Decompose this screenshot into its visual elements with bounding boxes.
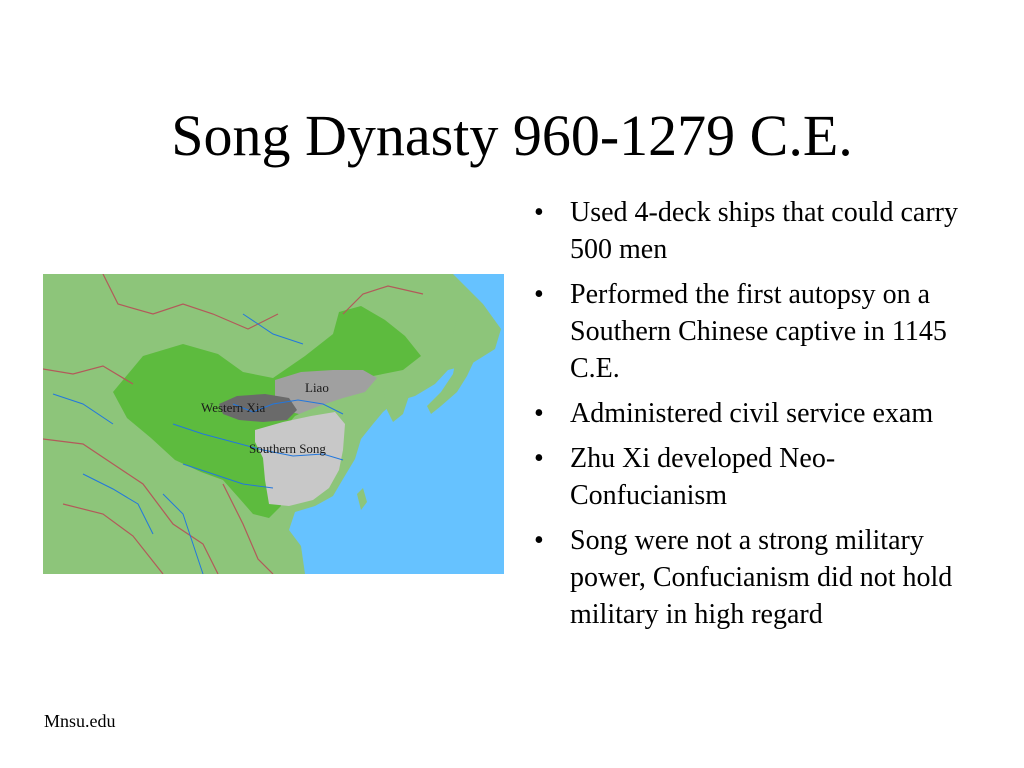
song-dynasty-map [43,274,504,574]
bullet-item: • Zhu Xi developed Neo-Confucianism [528,440,968,514]
western-xia-label: Western Xia [201,400,266,415]
liao-label: Liao [305,380,329,395]
source-credit: Mnsu.edu [44,711,116,731]
bullet-item: • Used 4-deck ships that could carry 500 men [528,194,968,268]
bullet-item: • Song were not a strong military power, Confucianism did not hold military in high regard [528,522,968,633]
bullet-item: • Performed the first autopsy on a Southern Chinese captive in 1145 C.E. [528,276,968,387]
bullet-item: • Administered civil service exam [528,395,968,432]
southern-song-label: Southern Song [249,441,326,456]
bullet-list [528,194,968,641]
slide-title: Song Dynasty 960-1279 C.E. [171,103,853,168]
map-graphic [43,274,504,574]
